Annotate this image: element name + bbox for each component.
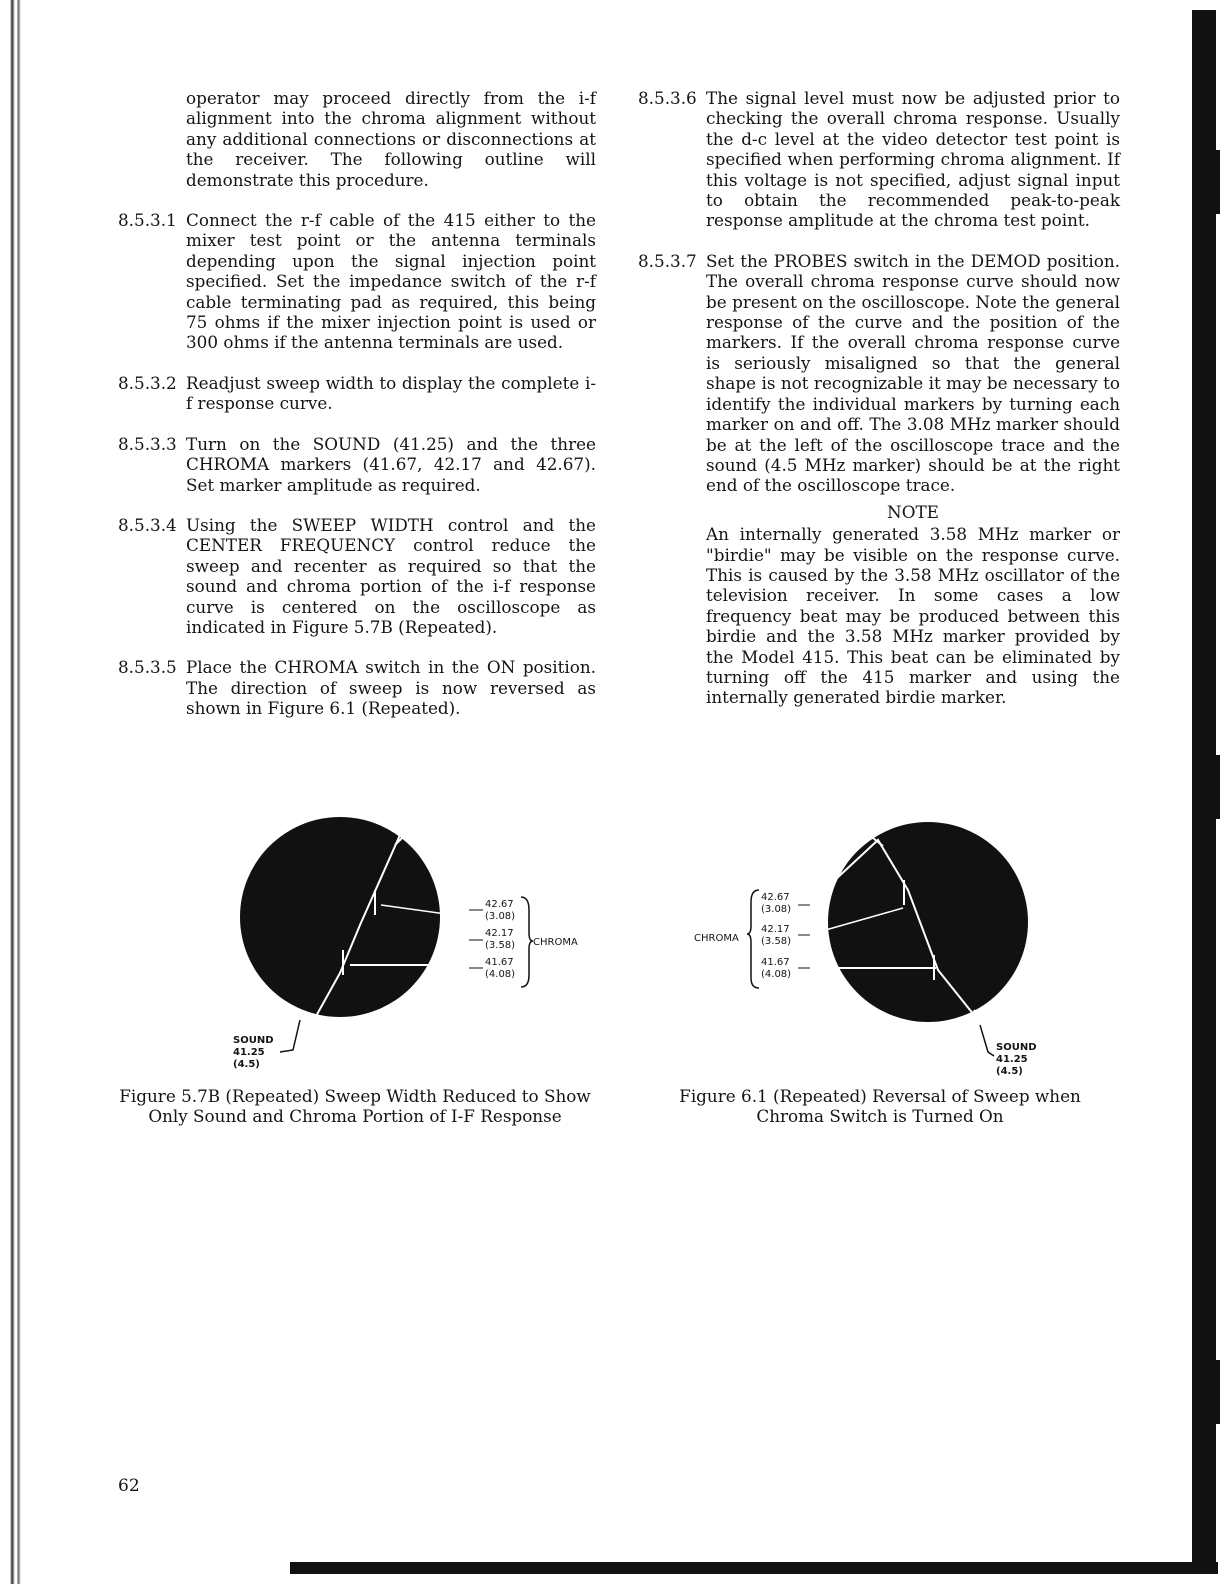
oscilloscope-screen — [240, 817, 440, 1017]
step-number: 8.5.3.1 — [118, 210, 177, 231]
marker-41-67-label: 41.67 — [761, 957, 790, 968]
chroma-group-label: CHROMA — [694, 933, 739, 944]
step-number: 8.5.3.7 — [638, 250, 697, 271]
step-text: Place the CHROMA switch in the ON position. The direction of sweep is now reversed as shown in Figure 6.1 (Repeated). — [186, 657, 596, 719]
figure-5-7b-oscilloscope — [225, 815, 605, 1085]
sound-leader-line — [280, 1020, 300, 1052]
marker-3-58-label: (3.58) — [485, 940, 516, 951]
page-tab-mark — [1198, 1360, 1220, 1424]
chroma-brace — [747, 890, 759, 988]
right-column — [638, 88, 1120, 708]
page-number: 62 — [118, 1476, 140, 1496]
page-tab-mark — [1198, 755, 1220, 819]
binding-edge — [0, 0, 22, 1584]
step-8-5-3-6 — [638, 88, 1120, 231]
step-8-5-3-3 — [118, 434, 596, 495]
step-text: Set the PROBES switch in the DEMOD position. The overall chroma response curve should now be present on the oscilloscope. Note the general response of the curve and the position of the markers. If the overall chroma response curve is seriously misaligned so that the general shape is not recognizable it may be necessary to identify the individual markers by turning each marker on and off. The 3.08 MHz marker should be at the left of the oscilloscope trace and the sound (4.5 MHz marker) should be at the right end of the oscilloscope trace. — [706, 250, 1120, 496]
marker-3-08-label: (3.08) — [485, 911, 516, 922]
step-number: 8.5.3.4 — [118, 514, 177, 535]
step-text: Turn on the SOUND (41.25) and the three CHROMA markers (41.67, 42.17 and 42.67). Set marker amplitude as required. — [186, 433, 596, 495]
step-8-5-3-2 — [118, 373, 596, 414]
marker-3-58-label: (3.58) — [761, 936, 792, 947]
marker-4-08-label: (4.08) — [761, 969, 792, 980]
sound-freq-label: 41.25 — [996, 1054, 1028, 1065]
step-8-5-3-5 — [118, 657, 596, 718]
step-number: 8.5.3.6 — [638, 88, 697, 108]
sound-sub-label: (4.5) — [233, 1059, 260, 1070]
sound-freq-label: 41.25 — [233, 1047, 265, 1058]
step-number: 8.5.3.5 — [118, 657, 177, 678]
page-tab-mark — [1198, 150, 1220, 214]
marker-4-08-label: (4.08) — [485, 969, 516, 980]
page-edge-bottom — [290, 1562, 1218, 1574]
sound-label: SOUND — [996, 1042, 1037, 1053]
chroma-brace — [521, 897, 533, 987]
sound-leader-line — [980, 1025, 994, 1056]
step-text: Using the SWEEP WIDTH control and the CENTER FREQUENCY control reduce the sweep and recenter as required so that the sound and chroma portion of the i-f response curve is centered on the oscilloscope as indicated in Figure 5.7B (Repeated). — [186, 514, 596, 637]
step-number: 8.5.3.3 — [118, 433, 177, 454]
marker-42-67-label: 42.67 — [485, 899, 514, 910]
marker-3-08-label: (3.08) — [761, 904, 792, 915]
note-text: An internally generated 3.58 MHz marker or "birdie" may be visible on the response curve. This is caused by the 3.58 MHz oscillator of the television receiver. In some cases a low frequency beat may be produced between this birdie and the 3.58 MHz marker provided by the Model 415. This beat can be eliminated by turning off the 415 marker and using the internally generated birdie marker. — [706, 524, 1120, 708]
sound-label: SOUND — [233, 1035, 274, 1046]
figure-6-1-caption: Figure 6.1 (Repeated) Reversal of Sweep when Chroma Switch is Turned On — [679, 1086, 1081, 1127]
step-text: Connect the r-f cable of the 415 either to the mixer test point or the antenna terminals depending upon the signal injection point specified. Set the impedance switch of the r-f cable terminating pad as required, this being 75 ohms if the mixer injection point is used or 300 ohms if the antenna terminals are used. — [186, 210, 596, 353]
chroma-group-label: CHROMA — [533, 937, 578, 948]
step-8-5-3-7 — [638, 251, 1120, 496]
left-column — [118, 88, 596, 739]
figure-6-1-oscilloscope — [688, 820, 1068, 1090]
marker-41-67-label: 41.67 — [485, 957, 514, 968]
marker-42-67-label: 42.67 — [761, 892, 790, 903]
note-heading: NOTE — [887, 501, 939, 522]
step-number: 8.5.3.2 — [118, 372, 177, 393]
marker-42-17-label: 42.17 — [485, 928, 514, 939]
figure-5-7b-caption: Figure 5.7B (Repeated) Sweep Width Reduced to Show Only Sound and Chroma Portion of I-F Response — [119, 1086, 591, 1127]
sound-sub-label: (4.5) — [996, 1066, 1023, 1077]
intro-paragraph: operator may proceed directly from the i-f alignment into the chroma alignment without any additional connections or disconnections at the receiver. The following outline will demonstrate this procedure. — [186, 88, 596, 190]
step-text: The signal level must now be adjusted prior to checking the overall chroma response. Usually the d-c level at the video detector test point is specified when performing chroma alignment. If this voltage is not specified, adjust signal input to obtain the recommended peak-to-peak response amplitude at the chroma test point. — [706, 88, 1120, 231]
step-8-5-3-1 — [118, 210, 596, 353]
oscilloscope-screen — [828, 822, 1028, 1022]
step-text: Readjust sweep width to display the complete i-f response curve. — [186, 372, 596, 414]
marker-42-17-label: 42.17 — [761, 924, 790, 935]
step-8-5-3-4 — [118, 515, 596, 637]
